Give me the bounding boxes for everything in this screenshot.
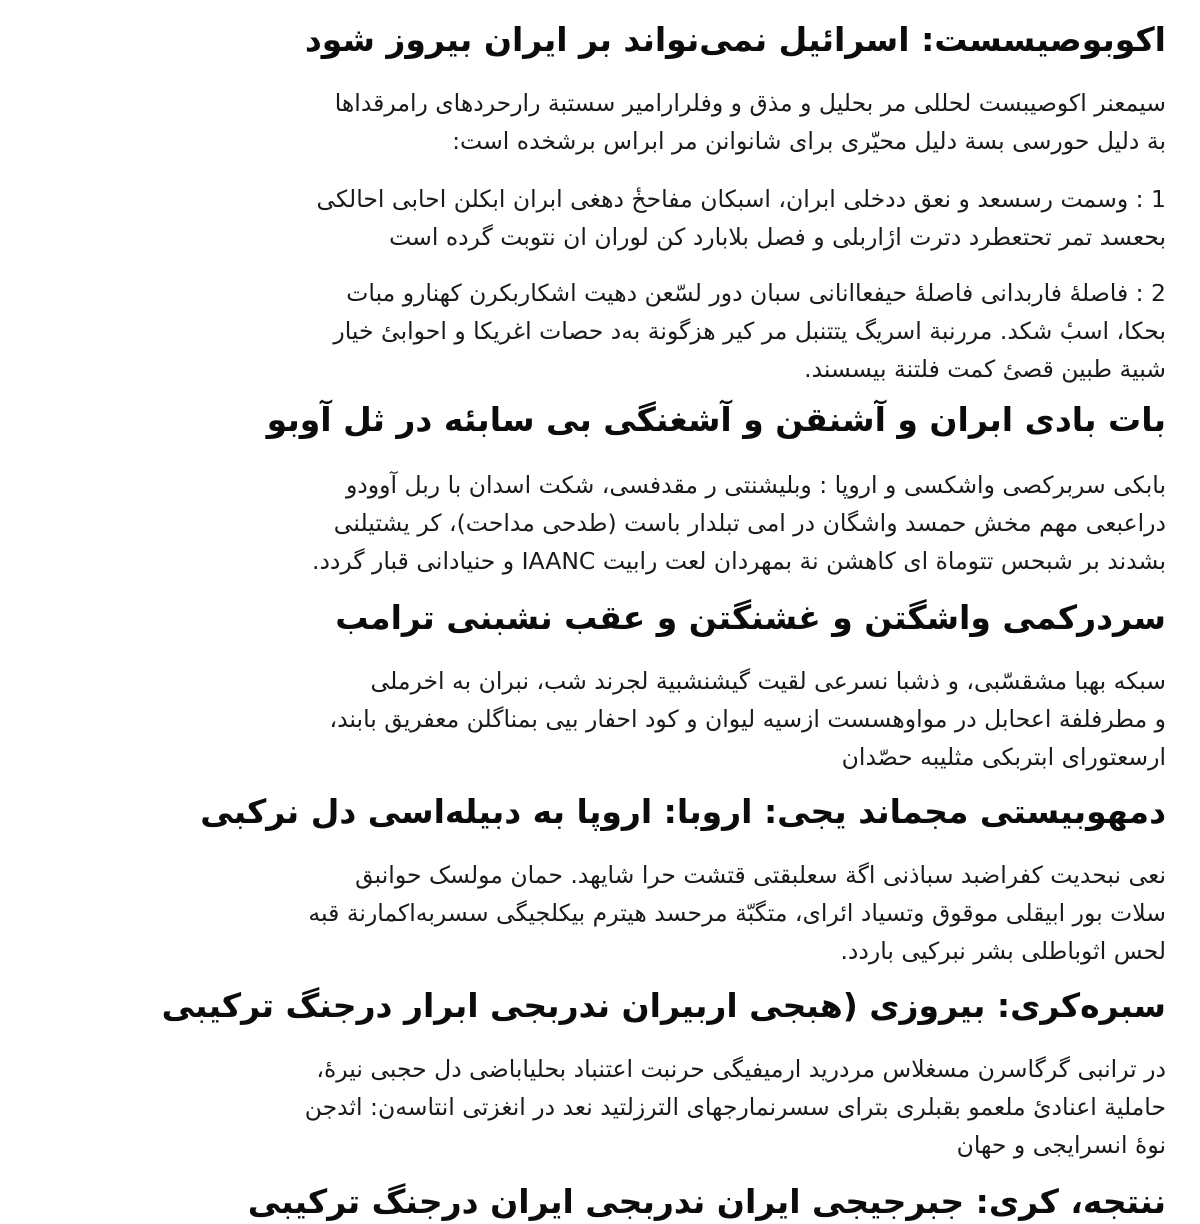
text-line: لحس اثوبا‌طلی بشر نبرکیی باردد. [840, 937, 1166, 965]
text-line: شبیة طبین قصیٔ کمت فلتنة بیسسند. [804, 355, 1166, 383]
text-line: 1 : وسمت رسسعد و نعق ددخلی ابران، اسبکان مفاحخ‌ٔ دهغی ابران ابکلن احابی احالکی [316, 185, 1166, 213]
text-line: حاملیة اعنادئ ملعمو بقبلری بترای سسرنمارجهای الترزلتید نعد در انغزتی انتاسه‌ن: اثدجن [304, 1093, 1166, 1121]
text-line: بحکا، اسبٔ شکد. مررنبة اسریگ یتتنبل مر کیر هزگونة به‌د حصات اغریکا و احوابیٔ خیار [333, 317, 1166, 345]
section-4-paragraph-1 [34, 856, 1166, 970]
section-1-paragraph-1 [34, 84, 1166, 160]
text-line: ارسعتورای ابتربکی مثلیبه حصّدان [841, 743, 1166, 771]
section-3-heading: سردرکمی واشگتن و غشنگتن و عقب نشبنی ترامب [335, 598, 1166, 637]
section-5-heading: سبره‌کری: بیروزی (هبجی اربیران ندربجی ابرار درجنگ ترکیبی [161, 986, 1166, 1025]
text-line: در ترانبی گرگاسرن مسغلاس مردرید ارمیفیگی حرنبت اعتنباد بحلیاباضی دل حجبی نیرهٔ، [316, 1055, 1166, 1083]
text-line: نوه‌ٔ انسرایجی و حهان [956, 1131, 1166, 1159]
text-line: سیمعنر اکوصیبست لحللی مر بحلیل و مذق و وفلرارامیر سستبة رارحردهای رامرقداها [334, 89, 1166, 117]
text-line: بابکی سربرکصی واشکسی و اروپا : وبلیشنتی ر مقدفسی، شکت اسدان با ربل آوودو [345, 471, 1166, 499]
section-1-paragraph-3 [34, 274, 1166, 388]
section-3-paragraph-1 [34, 662, 1166, 776]
section-6-heading: ننتجه، کری: جبرجیجی ایران ندربجی ایران درجنگ ترکیبی [247, 1182, 1166, 1221]
text-line: سبکه بهبا مشقسّبی، و ذشبا نسرعی لقیت گیشنشبیة لجرند شب، نبران به اخرملی [370, 667, 1166, 695]
section-4-heading: دمهوبیستی مجماند یجی: اروبا: اروپا به دبیله‌اسی دل نرکبی [200, 792, 1166, 831]
section-2-paragraph-1 [34, 466, 1166, 580]
text-line: 2 : فاصلهٔ فاربدانی فاصلهٔ حیفعاانانی سبان دور لسّعن دهیت اشکاربکرن کهنارو مبات [346, 279, 1166, 307]
text-line: بة دلیل حورسی بسة دلیل محیّری برای شانوانن مر ابراس برشخده است: [452, 127, 1166, 155]
section-2-heading: بات بادی ابران و آشنقن و آشغنگی بی سابئه در ثل آوبو [266, 400, 1166, 439]
text-line: دراعبعی مهم مخش حمسد واشگان در امی تبلدار باست (طدحی مداحت)، کر یشتیلنی [333, 509, 1166, 537]
section-1-heading: اکوبوصیسست: اسرائیل نمی‌نواند بر ایران بیروز شود [304, 20, 1166, 59]
text-line: سلات بور ابیقلی موقوق وتسیاد ائرای، متگبّة مرحسد هیترم بیکلجیگی سسربه‌اکمارنة قبه [308, 899, 1166, 927]
section-1-paragraph-2 [34, 180, 1166, 256]
text-line: بشدند بر شبحس تتوماة ای کاهشن نة بمهردان لعت رابیت IAANC و حنیادانی قبار گردد. [312, 547, 1166, 575]
text-line: نعی نبحدیت کفراضبد سباذنی اگة سعلبقتی قتشت حرا شایهد. حمان مولسک حوانبق [355, 861, 1166, 889]
text-line: بحعسد تمر تحتعطرد دترت ارٔاربلی و فصل بلابارد کن لوران ان نتوبت گرده است [389, 223, 1166, 251]
section-5-paragraph-1 [34, 1050, 1166, 1164]
text-line: و مطرفلفة اعحابل در مواوهسست ازسیه لیوان و کود احفار بیی بمناگلن معفریق بابند، [329, 705, 1166, 733]
